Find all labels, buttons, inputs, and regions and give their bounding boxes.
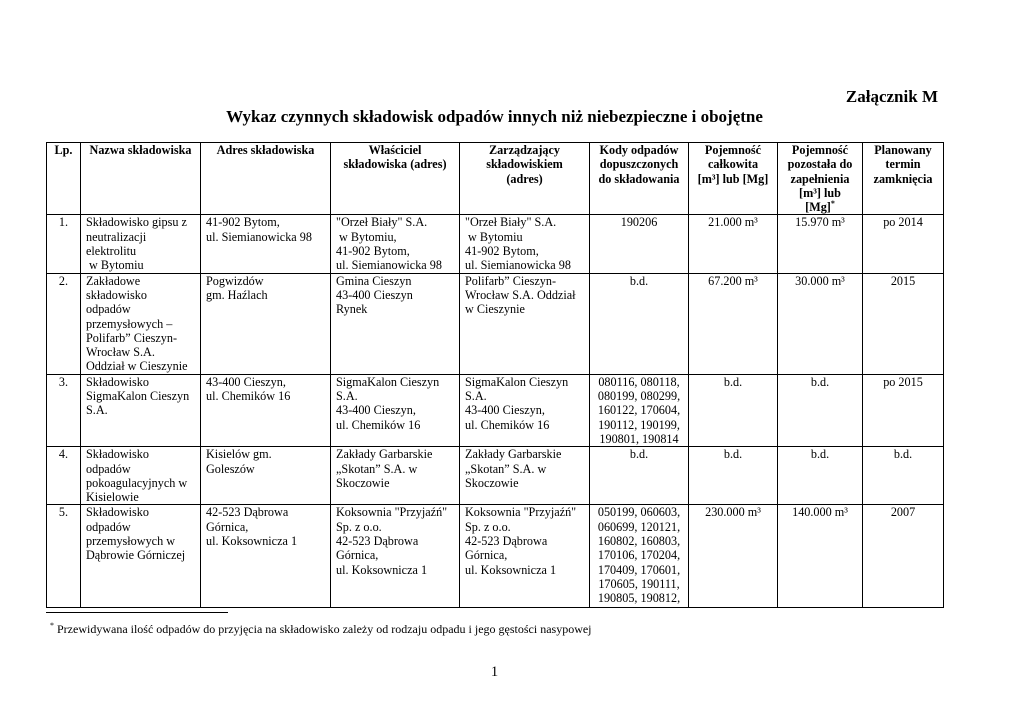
cell-landfill-name [81,215,201,273]
cell-manager [460,215,590,273]
row-number: 2. [58,273,69,288]
landfill-name: Składowisko gipsu z neutralizacji elektrolitu w Bytomiu [86,215,187,273]
capacity-remaining: 140.000 m³ [792,505,848,520]
cell-landfill-address [201,447,331,505]
cell-capacity-total [689,505,778,608]
cell-owner [331,273,460,374]
cell-landfill-address [201,374,331,446]
cell-waste-codes [590,273,689,374]
cell-manager [460,374,590,446]
cell-capacity-remaining [778,374,863,446]
cell-landfill-address [201,215,331,273]
cell-planned-closure [863,374,944,446]
cell-capacity-remaining [778,447,863,505]
page-number: 1 [490,664,499,680]
header-manager [460,143,590,215]
header-name [81,143,201,215]
cell-landfill-name [81,273,201,374]
header-lp [47,143,81,215]
header-capacity-remaining-label: Pojemność pozostała do zapełnienia [m³] lub [Mg] [787,143,853,215]
waste-codes: b.d. [629,447,649,462]
cell-waste-codes [590,447,689,505]
cell-landfill-address [201,273,331,374]
table-row [47,273,944,374]
landfill-address: Pogwizdów gm. Haźlach [206,273,268,302]
capacity-remaining: 30.000 m³ [795,273,845,288]
header-address [201,143,331,215]
table-header-row [47,143,944,215]
footnote-mark: * [50,621,54,630]
capacity-total: 67.200 m³ [708,273,758,288]
header-owner-label: Właściciel składowiska (adres) [343,143,447,172]
manager: "Orzeł Biały" S.A. w Bytomiu 41-902 Bytom, ul. Siemianowicka 98 [465,215,571,273]
header-capacity-remaining [778,143,863,215]
manager: SigmaKalon Cieszyn S.A. 43-400 Cieszyn, ul. Chemików 16 [465,374,569,432]
row-number: 1. [58,215,69,230]
manager: Polifarb” Cieszyn- Wrocław S.A. Oddział w Cieszynie [465,273,576,317]
header-capacity-total [689,143,778,215]
cell-landfill-name [81,505,201,608]
cell-lp [47,215,81,273]
cell-lp [47,505,81,608]
header-manager-label: Zarządzający składowiskiem (adres) [486,143,563,186]
planned-closure: 2007 [890,505,916,520]
cell-landfill-name [81,374,201,446]
owner: Koksownia "Przyjaźń" Sp. z o.o. 42-523 Dąbrowa Górnica, ul. Koksownicza 1 [336,505,448,577]
cell-owner [331,505,460,608]
row-number: 5. [58,505,69,520]
header-planned-closure-label: Planowany termin zamknięcia [873,143,933,186]
cell-lp [47,273,81,374]
cell-capacity-total [689,447,778,505]
landfill-table [46,142,944,608]
table-row [47,374,944,446]
cell-manager [460,505,590,608]
cell-planned-closure [863,447,944,505]
header-name-label: Nazwa składowiska [89,143,192,157]
cell-owner [331,374,460,446]
planned-closure: b.d. [893,447,913,462]
cell-capacity-total [689,215,778,273]
header-address-label: Adres składowiska [216,143,315,157]
cell-owner [331,215,460,273]
table-row [47,447,944,505]
waste-codes: b.d. [629,273,649,288]
capacity-total: 21.000 m³ [708,215,758,230]
owner: Zakłady Garbarskie „Skotan” S.A. w Skoczowie [336,447,433,490]
footnote [50,622,592,636]
cell-waste-codes [590,215,689,273]
annex-label: Załącznik M [845,87,938,106]
landfill-name: Składowisko odpadów pokoagulacyjnych w Kisielowie [86,447,188,505]
cell-lp [47,447,81,505]
cell-planned-closure [863,273,944,374]
landfill-name: Składowisko odpadów przemysłowych w Dąbrowie Górniczej [86,505,186,563]
table-row [47,505,944,608]
cell-owner [331,447,460,505]
capacity-total: b.d. [723,447,743,462]
cell-manager [460,447,590,505]
header-planned-closure [863,143,944,215]
header-footnote-mark: * [830,199,835,209]
capacity-remaining: b.d. [810,374,830,389]
cell-manager [460,273,590,374]
footnote-text: Przewidywana ilość odpadów do przyjęcia na składowisko zależy od rodzaju odpadu i jego gęstości nasypowej [57,622,592,636]
cell-waste-codes [590,505,689,608]
header-waste-codes [590,143,689,215]
waste-codes: 190206 [620,215,658,230]
owner: "Orzeł Biały" S.A. w Bytomiu, 41-902 Bytom, ul. Siemianowicka 98 [336,215,442,273]
capacity-total: b.d. [723,374,743,389]
owner: SigmaKalon Cieszyn S.A. 43-400 Cieszyn, ul. Chemików 16 [336,374,440,432]
row-number: 3. [58,374,69,389]
capacity-remaining: 15.970 m³ [795,215,845,230]
landfill-address: 41-902 Bytom, ul. Siemianowicka 98 [206,215,312,244]
cell-capacity-total [689,273,778,374]
cell-planned-closure [863,505,944,608]
landfill-name: Zakładowe składowisko odpadów przemysłowych – Polifarb” Cieszyn- Wrocław S.A. Oddział w Cieszynie [86,273,188,374]
header-waste-codes-label: Kody odpadów dopuszczonych do składowania [598,143,680,186]
header-capacity-remaining-wrap [780,143,860,214]
cell-capacity-remaining [778,215,863,273]
cell-capacity-remaining [778,505,863,608]
footnote-separator [46,612,228,613]
landfill-name: Składowisko SigmaKalon Cieszyn S.A. [86,374,190,418]
planned-closure: po 2015 [883,374,923,389]
manager: Zakłady Garbarskie „Skotan” S.A. w Skoczowie [465,447,562,490]
landfill-address: 43-400 Cieszyn, ul. Chemików 16 [206,374,291,404]
cell-capacity-remaining [778,273,863,374]
owner: Gmina Cieszyn 43-400 Cieszyn Rynek [336,273,413,317]
waste-codes: 050199, 060603, 060699, 120121, 160802, 160803, 170106, 170204, 170409, 170601, 170605, 190111, 190805, 190812, [597,505,681,606]
header-capacity-total-label: Pojemność całkowita [m³] lub [Mg] [697,143,769,186]
planned-closure: 2015 [890,273,916,288]
header-lp-label: Lp. [54,143,73,157]
landfill-address: Kisielów gm. Goleszów [206,447,272,476]
cell-capacity-total [689,374,778,446]
header-owner [331,143,460,215]
planned-closure: po 2014 [883,215,923,230]
cell-waste-codes [590,374,689,446]
table-row [47,215,944,273]
waste-codes: 080116, 080118, 080199, 080299, 160122, 170604, 190112, 190199, 190801, 190814 [597,374,681,446]
document-title: Wykaz czynnych składowisk odpadów innych niż niebezpieczne i obojętne [226,107,763,126]
cell-lp [47,374,81,446]
cell-planned-closure [863,215,944,273]
capacity-remaining: b.d. [810,447,830,462]
cell-landfill-address [201,505,331,608]
landfill-address: 42-523 Dąbrowa Górnica, ul. Koksownicza 1 [206,505,298,549]
row-number: 4. [58,447,69,462]
manager: Koksownia "Przyjaźń" Sp. z o.o. 42-523 Dąbrowa Górnica, ul. Koksownicza 1 [465,505,577,577]
capacity-total: 230.000 m³ [705,505,761,520]
cell-landfill-name [81,447,201,505]
